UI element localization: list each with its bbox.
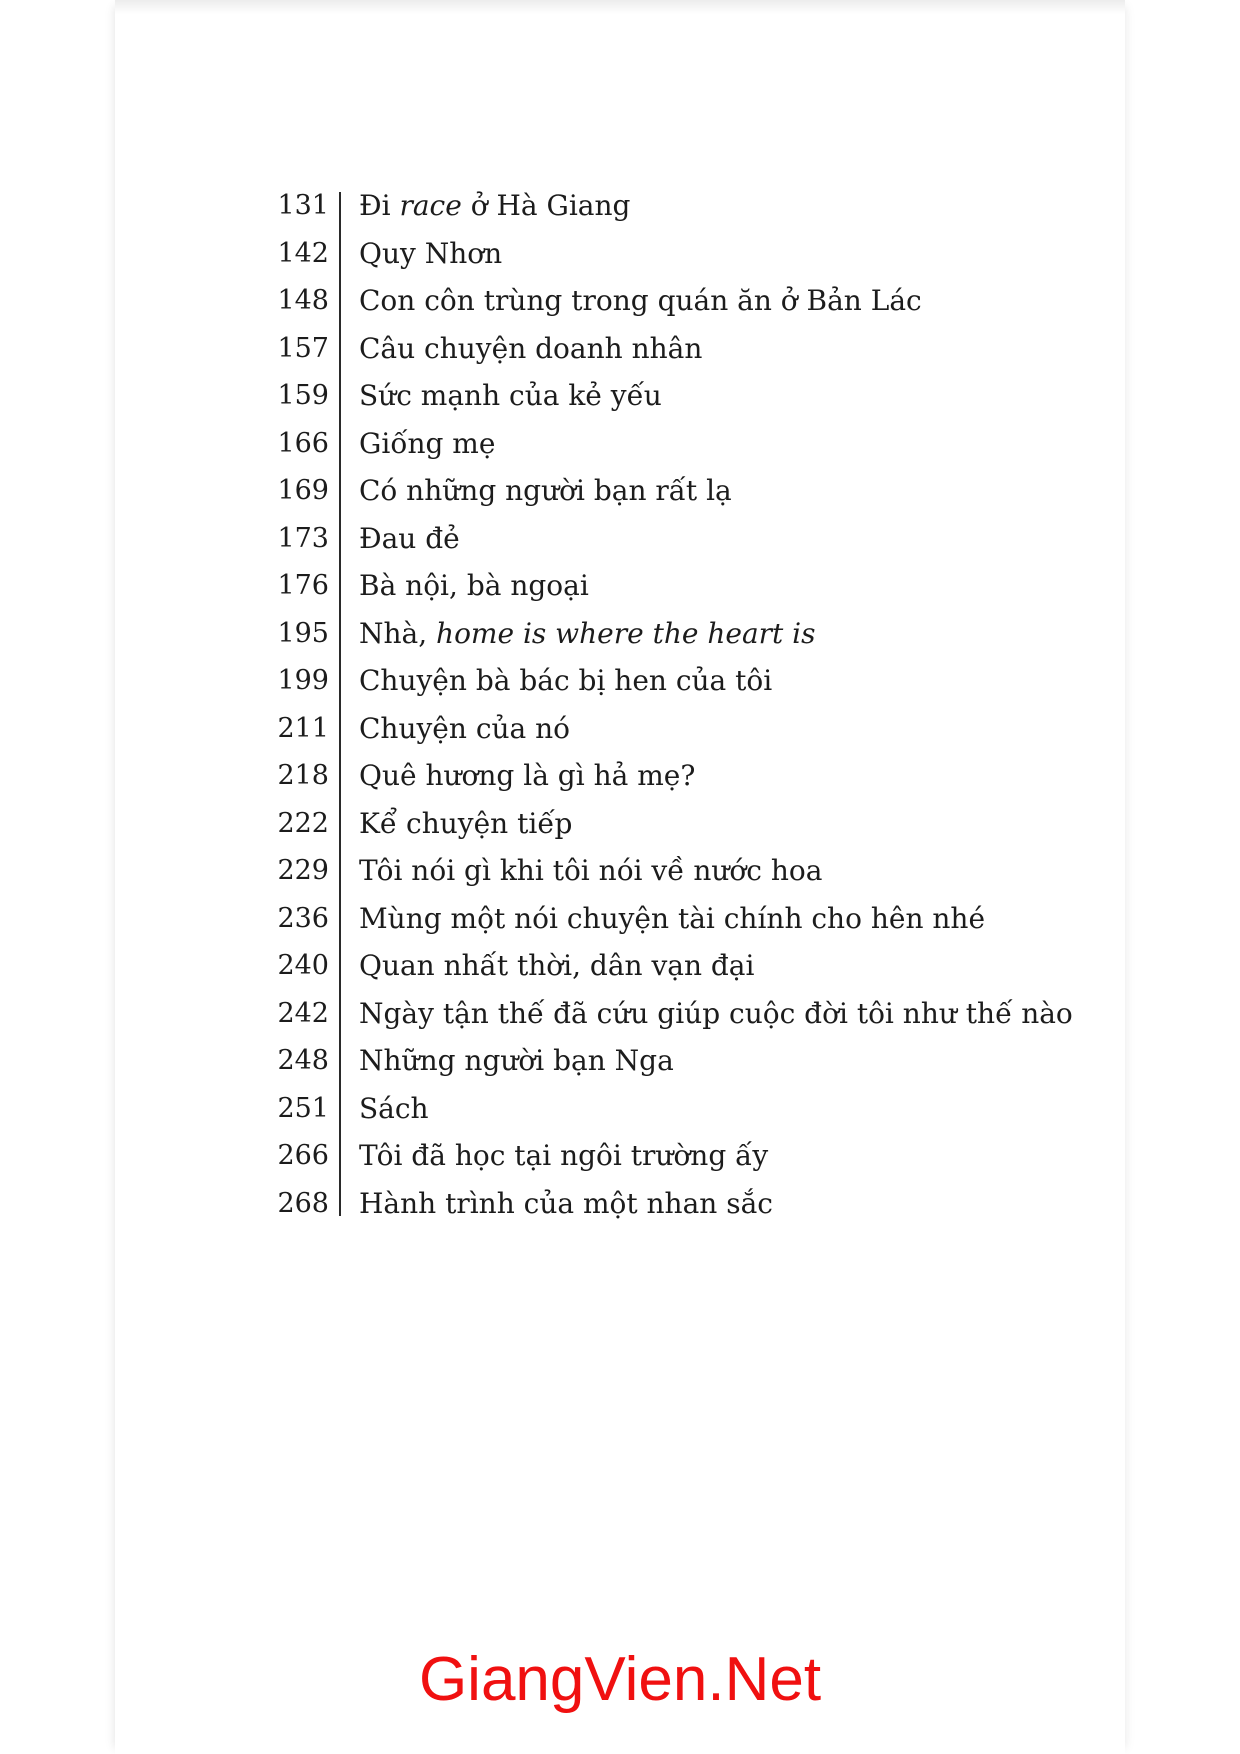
toc-title-part: Sức mạnh của kẻ yếu xyxy=(359,379,662,412)
toc-page-number: 211 xyxy=(277,712,329,744)
toc-title-part: Bà nội, bà ngoại xyxy=(359,569,589,602)
toc-entry xyxy=(256,329,1076,377)
table-of-contents xyxy=(256,186,1076,1231)
toc-page-number: 229 xyxy=(277,855,329,886)
toc-entry-title xyxy=(359,471,732,511)
watermark-text: GiangVien.Net xyxy=(418,1645,822,1714)
toc-title-part: Ngày tận thế đã cứu giúp cuộc đời tôi như thế nào xyxy=(359,996,1073,1030)
toc-entry-title xyxy=(359,756,695,796)
toc-page-number: 236 xyxy=(277,902,329,934)
toc-title-part: Chuyện của nó xyxy=(359,711,571,745)
toc-entry-title xyxy=(359,1089,429,1129)
toc-page-number: 266 xyxy=(277,1140,329,1171)
toc-entry xyxy=(256,804,1076,852)
toc-entry-title xyxy=(359,234,502,274)
toc-entry-title xyxy=(359,709,570,749)
toc-page-number: 166 xyxy=(277,427,329,459)
toc-title-part: Đau đẻ xyxy=(359,521,460,555)
toc-entry xyxy=(256,1089,1076,1137)
toc-entry xyxy=(256,614,1076,662)
toc-entry xyxy=(256,756,1076,804)
toc-page-number: 157 xyxy=(277,332,329,364)
toc-page-number: 159 xyxy=(277,380,329,411)
toc-entry xyxy=(256,661,1076,709)
toc-entry-title xyxy=(359,804,572,844)
toc-entry xyxy=(256,424,1076,472)
toc-title-part: Quy Nhơn xyxy=(359,236,503,270)
toc-entry-title xyxy=(359,1136,768,1176)
toc-entry xyxy=(256,566,1076,614)
toc-page-number: 142 xyxy=(277,237,329,269)
toc-entry-title xyxy=(359,424,495,464)
toc-entry-title xyxy=(359,661,772,701)
toc-title-part: Tôi đã học tại ngôi trường ấy xyxy=(359,1139,769,1172)
toc-title-part: Giống mẹ xyxy=(359,426,496,460)
toc-title-part: Mùng một nói chuyện tài chính cho hên nhé xyxy=(359,901,986,935)
page-top-shadow xyxy=(115,0,1125,14)
toc-entry-title xyxy=(359,851,822,891)
toc-page-number: 268 xyxy=(277,1187,329,1219)
toc-entry xyxy=(256,851,1076,899)
toc-entry xyxy=(256,994,1076,1042)
toc-entry-title xyxy=(359,614,816,654)
toc-page-number: 195 xyxy=(277,617,329,649)
toc-entry-title xyxy=(359,566,589,606)
toc-entry-title xyxy=(359,329,702,369)
toc-entry-title xyxy=(359,281,922,321)
toc-list xyxy=(256,186,1076,1231)
toc-page-number: 131 xyxy=(277,190,329,221)
toc-entry-title xyxy=(359,519,460,559)
toc-entry xyxy=(256,709,1076,757)
toc-entry xyxy=(256,1184,1076,1232)
toc-page-number: 240 xyxy=(277,950,329,981)
toc-page-number: 222 xyxy=(277,807,329,839)
toc-title-part: Sách xyxy=(359,1091,429,1125)
toc-entry xyxy=(256,946,1076,994)
toc-entry xyxy=(256,1136,1076,1184)
toc-page-number: 173 xyxy=(277,522,329,554)
toc-title-part: Tôi nói gì khi tôi nói về nước hoa xyxy=(359,854,823,887)
toc-page-number: 248 xyxy=(277,1045,329,1076)
toc-entry xyxy=(256,1041,1076,1089)
toc-entry-title xyxy=(359,376,662,416)
toc-title-italic-part: home is where the heart is xyxy=(436,616,816,650)
toc-entry xyxy=(256,376,1076,424)
toc-page-number: 199 xyxy=(277,665,329,696)
toc-page-number: 242 xyxy=(277,997,329,1029)
toc-page-number: 251 xyxy=(277,1092,329,1124)
toc-page-number: 169 xyxy=(277,475,329,506)
toc-title-part: Con côn trùng trong quán ăn ở Bản Lác xyxy=(359,284,922,317)
toc-entry-title xyxy=(359,186,630,226)
toc-entry xyxy=(256,281,1076,329)
toc-title-part: Quê hương là gì hả mẹ? xyxy=(359,759,696,792)
toc-entry xyxy=(256,186,1076,234)
toc-title-part: Nhà, xyxy=(359,616,437,650)
toc-entry xyxy=(256,899,1076,947)
toc-title-part: Câu chuyện doanh nhân xyxy=(359,331,703,365)
toc-entry xyxy=(256,234,1076,282)
toc-title-part: Những người bạn Nga xyxy=(359,1044,674,1077)
toc-title-part: Quan nhất thời, dân vạn đại xyxy=(359,949,755,982)
toc-page-number: 148 xyxy=(277,285,329,316)
toc-entry-title xyxy=(359,1041,674,1081)
toc-title-part: Đi xyxy=(359,189,400,222)
toc-entry-title xyxy=(359,946,754,986)
toc-title-italic-part: race xyxy=(399,189,462,222)
toc-page-number: 218 xyxy=(277,760,329,791)
toc-entry xyxy=(256,519,1076,567)
toc-entry xyxy=(256,471,1076,519)
toc-title-part: Có những người bạn rất lạ xyxy=(359,474,732,507)
toc-page-number: 176 xyxy=(277,570,329,601)
toc-title-part: Kể chuyện tiếp xyxy=(359,806,573,840)
toc-entry-title xyxy=(359,899,985,939)
toc-title-part: Chuyện bà bác bị hen của tôi xyxy=(359,664,773,697)
toc-title-part: ở Hà Giang xyxy=(461,189,631,222)
toc-entry-title xyxy=(359,1184,773,1224)
toc-entry-title xyxy=(359,994,1073,1034)
toc-title-part: Hành trình của một nhan sắc xyxy=(359,1186,773,1220)
